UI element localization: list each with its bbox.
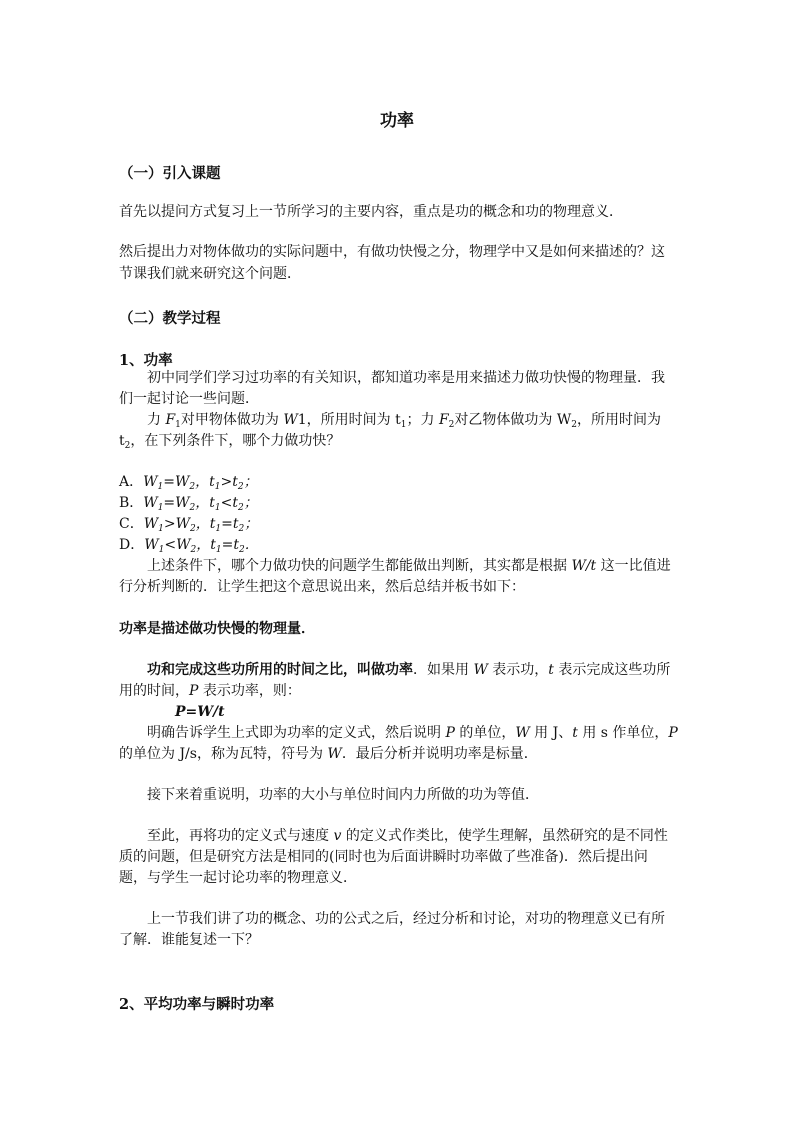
paragraph-line: 题，与学生一起讨论功率的物理意义． <box>119 870 357 886</box>
paragraph-line: 上一节我们讲了功的概念、功的公式之后，经过分析和讨论，对功的物理意义已有所 <box>147 911 665 927</box>
page-title: 功率 <box>380 111 414 131</box>
option-expr: $W_1=W_2$，$t_1>t_2$； <box>143 474 258 492</box>
paragraph-line: 接下来着重说明，功率的大小与单位时间内力所做的功为等值． <box>147 787 539 803</box>
option-expr: $W_1>W_2$，$t_1=t_2$； <box>143 516 259 534</box>
paragraph-line: 首先以提问方式复习上一节所学习的主要内容，重点是功的概念和功的物理意义． <box>119 204 623 220</box>
paragraph-line: 上述条件下，哪个力做功快的问题学生都能做出判断，其实都是根据 W/t 这一比值进 <box>147 558 671 574</box>
bold-statement: 功率是描述做功快慢的物理量． <box>119 621 315 637</box>
paragraph-line: 行分析判断的．让学生把这个意思说出来，然后总结并板书如下： <box>119 579 525 595</box>
definition-line: 功和完成这些功所用的时间之比，叫做功率．如果用 W 表示功，t 表示完成这些功所 <box>147 662 671 678</box>
option-b: B．$W_1=W_2$，$t_1<t_2$； <box>119 495 258 513</box>
question-line: 力 $F_1$对甲物体做功为 W1，所用时间为 $t_1$；力 $F_2$对乙物体做功为 $W_2$，所用时间为 <box>147 412 661 430</box>
explanation-line: 明确告诉学生上式即为功率的定义式，然后说明 P 的单位，W 用 J、t 用 s 作单位，P <box>147 725 678 741</box>
option-expr: $W_1=W_2$，$t_1<t_2$； <box>143 495 258 513</box>
definition-line: 用的时间，P 表示功率，则： <box>119 683 301 699</box>
option-c: C．$W_1>W_2$，$t_1=t_2$； <box>119 516 259 534</box>
question-line: $t_2$，在下列条件下，哪个力做功快？ <box>119 433 341 451</box>
subheading-power: 1、功率 <box>119 352 173 369</box>
explanation-line: 的单位为 J/s，称为瓦特，符号为 W．最后分析并说明功率是标量． <box>119 746 538 762</box>
section-heading-intro: （一）引入课题 <box>119 165 221 182</box>
option-expr: $W_1<W_2$，$t_1=t_2$． <box>144 537 259 555</box>
option-d: D．$W_1<W_2$，$t_1=t_2$． <box>119 537 259 555</box>
paragraph-line: 们一起讨论一些问题． <box>119 391 259 407</box>
paragraph-line: 初中同学们学习过功率的有关知识，都知道功率是用来描述力做功快慢的物理量．我 <box>147 370 665 386</box>
option-a: A．$W_1=W_2$，$t_1>t_2$； <box>119 474 258 492</box>
paragraph-line: 质的问题，但是研究方法是相同的(同时也为后面讲瞬时功率做了些准备)．然后提出问 <box>119 849 648 865</box>
paragraph-line: 然后提出力对物体做功的实际问题中，有做功快慢之分，物理学中又是如何来描述的？这 <box>119 244 665 260</box>
subheading-average-power: 2、平均功率与瞬时功率 <box>119 996 275 1013</box>
paragraph-line: 节课我们就来研究这个问题． <box>119 266 301 282</box>
formula: P=W/t <box>175 704 225 720</box>
paragraph-line: 了解．谁能复述一下？ <box>119 932 259 948</box>
section-heading-process: （二）教学过程 <box>119 310 221 327</box>
paragraph-line: 至此，再将功的定义式与速度 v 的定义式作类比，使学生理解，虽然研究的是不同性 <box>147 828 668 844</box>
